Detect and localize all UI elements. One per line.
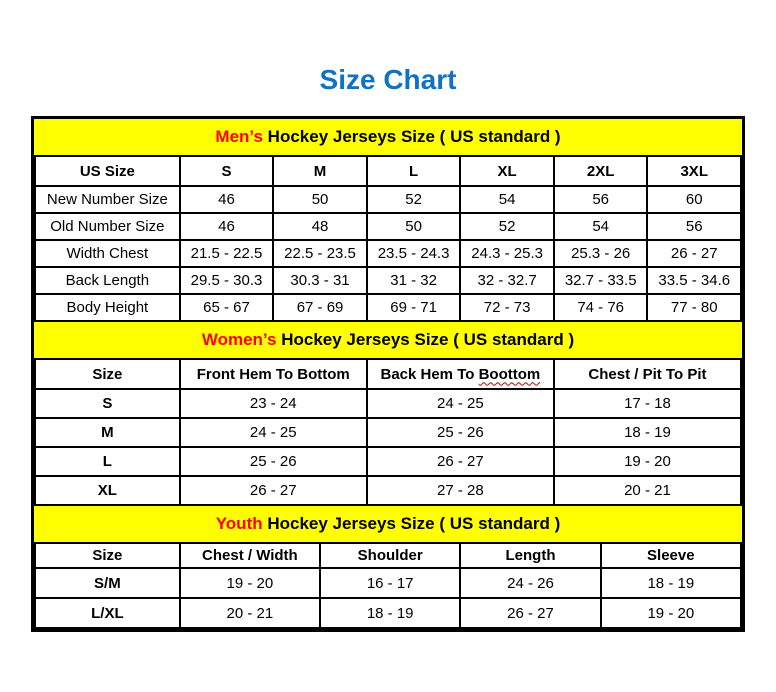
- womens-value-cell: 19 - 20: [554, 447, 741, 476]
- mens-value-cell: 56: [647, 213, 741, 240]
- mens-value-cell: 46: [180, 186, 274, 213]
- mens-row-label: Width Chest: [35, 240, 180, 267]
- womens-row: [35, 447, 741, 476]
- mens-row: [35, 267, 741, 294]
- womens-value-cell: 26 - 27: [180, 476, 367, 505]
- womens-value-cell: 27 - 28: [367, 476, 554, 505]
- mens-row: [35, 240, 741, 267]
- youth-value-cell: 16 - 17: [320, 568, 460, 598]
- misspelled-word: Boottom: [478, 365, 541, 383]
- youth-value-cell: 18 - 19: [320, 598, 460, 628]
- youth-header-cell: Chest / Width: [180, 543, 320, 568]
- mens-value-cell: 24.3 - 25.3: [460, 240, 554, 267]
- mens-value-cell: 72 - 73: [460, 294, 554, 321]
- womens-value-cell: 24 - 25: [180, 418, 367, 447]
- youth-value-cell: 19 - 20: [180, 568, 320, 598]
- mens-row: [35, 294, 741, 321]
- youth-header-cell: Length: [460, 543, 600, 568]
- youth-header-cell: Shoulder: [320, 543, 460, 568]
- mens-value-cell: 25.3 - 26: [554, 240, 648, 267]
- mens-value-cell: 54: [460, 186, 554, 213]
- womens-value-cell: 25 - 26: [180, 447, 367, 476]
- mens-header-cell: S: [180, 156, 274, 186]
- mens-header-row: [35, 156, 741, 186]
- mens-value-cell: 65 - 67: [180, 294, 274, 321]
- womens-row-label: L: [35, 447, 180, 476]
- mens-header-cell: XL: [460, 156, 554, 186]
- womens-row: [35, 476, 741, 505]
- mens-value-cell: 48: [273, 213, 367, 240]
- youth-table: [34, 542, 742, 629]
- mens-value-cell: 32.7 - 33.5: [554, 267, 648, 294]
- youth-banner-text: Hockey Jerseys Size ( US standard ): [262, 514, 561, 533]
- womens-section-banner: [34, 322, 742, 358]
- mens-value-cell: 52: [367, 186, 461, 213]
- mens-value-cell: 50: [273, 186, 367, 213]
- youth-banner-highlight: Youth: [215, 514, 263, 533]
- womens-row-label: M: [35, 418, 180, 447]
- mens-value-cell: 67 - 69: [273, 294, 367, 321]
- mens-row-label: New Number Size: [35, 186, 180, 213]
- womens-header-row: [35, 359, 741, 389]
- womens-header-cell: Back Hem To Boottom: [367, 359, 554, 389]
- mens-value-cell: 33.5 - 34.6: [647, 267, 741, 294]
- youth-value-cell: 24 - 26: [460, 568, 600, 598]
- mens-value-cell: 21.5 - 22.5: [180, 240, 274, 267]
- youth-value-cell: 18 - 19: [601, 568, 741, 598]
- womens-value-cell: 23 - 24: [180, 389, 367, 418]
- womens-row: [35, 389, 741, 418]
- mens-row: [35, 186, 741, 213]
- womens-value-cell: 26 - 27: [367, 447, 554, 476]
- youth-section-banner: [34, 506, 742, 542]
- youth-row: [35, 598, 741, 628]
- mens-value-cell: 52: [460, 213, 554, 240]
- womens-banner-highlight: Women’s: [201, 330, 277, 349]
- youth-value-cell: 19 - 20: [601, 598, 741, 628]
- womens-row-label: S: [35, 389, 180, 418]
- youth-header-cell: Sleeve: [601, 543, 741, 568]
- youth-row-label: S/M: [35, 568, 180, 598]
- youth-value-cell: 20 - 21: [180, 598, 320, 628]
- mens-value-cell: 31 - 32: [367, 267, 461, 294]
- mens-value-cell: 54: [554, 213, 648, 240]
- womens-row-label: XL: [35, 476, 180, 505]
- womens-value-cell: 24 - 25: [367, 389, 554, 418]
- mens-value-cell: 77 - 80: [647, 294, 741, 321]
- womens-value-cell: 25 - 26: [367, 418, 554, 447]
- mens-banner-highlight: Men’s: [215, 127, 263, 146]
- mens-header-cell: M: [273, 156, 367, 186]
- youth-row-label: L/XL: [35, 598, 180, 628]
- mens-header-cell: 2XL: [554, 156, 648, 186]
- mens-header-cell: L: [367, 156, 461, 186]
- womens-table: [34, 358, 742, 506]
- mens-row-label: Old Number Size: [35, 213, 180, 240]
- womens-row: [35, 418, 741, 447]
- mens-value-cell: 46: [180, 213, 274, 240]
- page-title: Size Chart: [319, 64, 457, 95]
- womens-header-cell: Size: [35, 359, 180, 389]
- womens-value-cell: 20 - 21: [554, 476, 741, 505]
- womens-banner-text: Hockey Jerseys Size ( US standard ): [276, 330, 575, 349]
- youth-header-cell: Size: [35, 543, 180, 568]
- mens-value-cell: 32 - 32.7: [460, 267, 554, 294]
- mens-table: [34, 155, 742, 322]
- mens-row-label: Body Height: [35, 294, 180, 321]
- mens-value-cell: 29.5 - 30.3: [180, 267, 274, 294]
- mens-value-cell: 30.3 - 31: [273, 267, 367, 294]
- size-chart-table: [31, 116, 745, 632]
- mens-row: [35, 213, 741, 240]
- mens-section-banner: [34, 119, 742, 155]
- mens-value-cell: 60: [647, 186, 741, 213]
- mens-value-cell: 22.5 - 23.5: [273, 240, 367, 267]
- mens-value-cell: 23.5 - 24.3: [367, 240, 461, 267]
- womens-value-cell: 18 - 19: [554, 418, 741, 447]
- womens-header-cell: Chest / Pit To Pit: [554, 359, 741, 389]
- womens-value-cell: 17 - 18: [554, 389, 741, 418]
- mens-value-cell: 56: [554, 186, 648, 213]
- youth-header-row: [35, 543, 741, 568]
- mens-banner-text: Hockey Jerseys Size ( US standard ): [262, 127, 561, 146]
- mens-header-cell: 3XL: [647, 156, 741, 186]
- youth-value-cell: 26 - 27: [460, 598, 600, 628]
- mens-value-cell: 50: [367, 213, 461, 240]
- mens-header-cell: US Size: [35, 156, 180, 186]
- mens-row-label: Back Length: [35, 267, 180, 294]
- mens-value-cell: 26 - 27: [647, 240, 741, 267]
- youth-row: [35, 568, 741, 598]
- mens-value-cell: 74 - 76: [554, 294, 648, 321]
- mens-value-cell: 69 - 71: [367, 294, 461, 321]
- womens-header-cell: Front Hem To Bottom: [180, 359, 367, 389]
